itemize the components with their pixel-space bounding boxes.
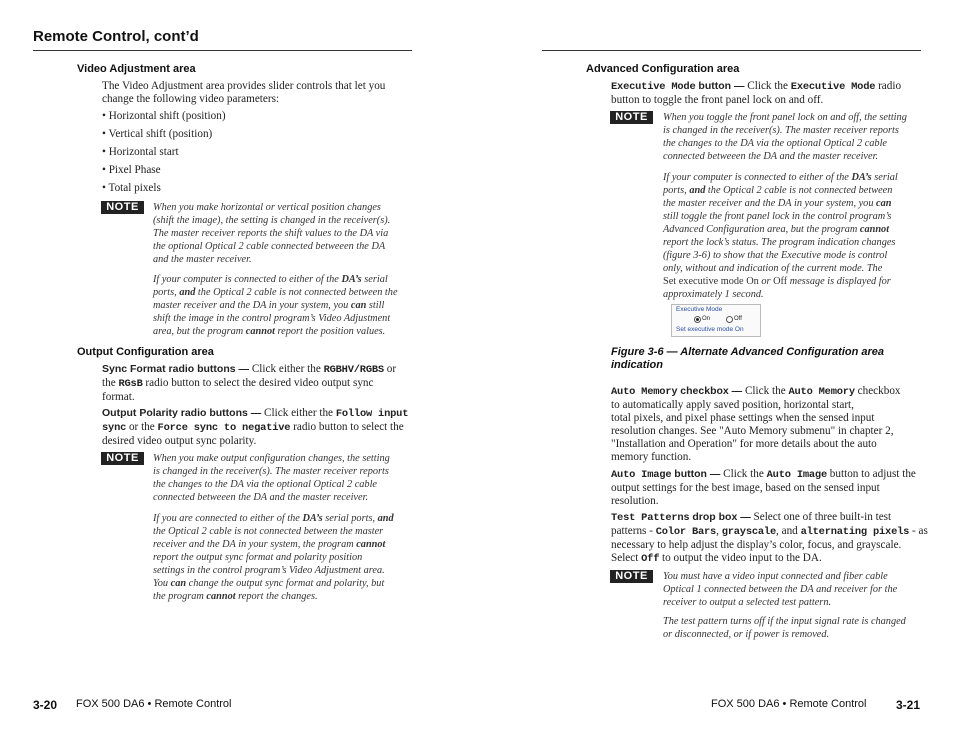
note-line: connected betweeen the DA and the master receiver. bbox=[663, 151, 879, 162]
bullet-item: • Horizontal shift (position) bbox=[102, 110, 226, 122]
note-span: serial ports, bbox=[322, 513, 378, 524]
text-span: radio bbox=[875, 80, 902, 92]
left-page-number: 3-20 bbox=[33, 698, 58, 712]
note-line: report the lock’s status. The program indication changes bbox=[663, 237, 896, 248]
text-span: checkbox bbox=[854, 385, 901, 397]
text-line: resolution changes. See "Auto Memory submenu" in chapter 2, bbox=[611, 425, 894, 437]
text-span: Select one of three built-in test bbox=[750, 511, 892, 523]
note-span: report the position values. bbox=[274, 326, 386, 337]
text-span: button to adjust the bbox=[827, 468, 916, 480]
output-configuration-heading: Output Configuration area bbox=[77, 346, 214, 358]
note-line: shift the image in the control program’s Video Adjustment bbox=[153, 313, 391, 324]
auto-memory-label: checkbox — bbox=[677, 385, 743, 397]
note-line: and the master receiver. bbox=[153, 254, 252, 265]
note-emphasis: and bbox=[689, 185, 706, 196]
left-header-rule bbox=[33, 50, 412, 51]
note-emphasis: cannot bbox=[245, 326, 275, 337]
auto-image-term: Auto Image bbox=[766, 469, 827, 481]
note-line: the optional Optical 2 cable connected betweeen the DA bbox=[153, 241, 386, 252]
sync-format-paragraph bbox=[102, 363, 414, 404]
note-text bbox=[153, 512, 415, 603]
output-polarity-paragraph bbox=[102, 407, 414, 448]
text-line: desired video output sync polarity. bbox=[102, 435, 257, 447]
text-span: , bbox=[716, 525, 722, 537]
note-span: master receiver and the DA in your system, you bbox=[153, 300, 351, 311]
executive-mode-off-radio[interactable] bbox=[726, 316, 733, 323]
note-emphasis: cannot bbox=[356, 539, 386, 550]
note-line: (shift the image), the setting is changed in the receiver(s). bbox=[153, 215, 391, 226]
note-line: (figure 3-6) to show that the Executive mode is control bbox=[663, 250, 888, 261]
intro-line: The Video Adjustment area provides slider controls that let you bbox=[102, 80, 386, 92]
note-text bbox=[153, 273, 415, 338]
note-span: ports, bbox=[153, 287, 180, 298]
note-line: is changed in the receiver(s). The master receiver reports bbox=[153, 466, 389, 477]
note-line: settings in the control program’s Video Adjustment area. bbox=[153, 565, 385, 576]
note-badge: NOTE bbox=[610, 570, 653, 583]
follow-input-option: Follow input bbox=[335, 408, 409, 420]
note-line: Optical 1 connected between the DA and receiver for the bbox=[663, 584, 898, 595]
note-emphasis: and bbox=[179, 287, 196, 298]
text-span: or bbox=[383, 363, 397, 375]
note-line: The master receiver reports the shift values to the DA via bbox=[153, 228, 389, 239]
text-span: Click the bbox=[742, 385, 789, 397]
text-span: Click either the bbox=[249, 363, 324, 375]
bullet-item: • Total pixels bbox=[102, 182, 161, 194]
note-emphasis: DA’s bbox=[851, 172, 872, 183]
text-span: - as bbox=[909, 525, 928, 537]
note-span: ports, bbox=[663, 185, 690, 196]
note-emphasis: can bbox=[170, 578, 187, 589]
right-header-rule bbox=[542, 50, 921, 51]
note-line: only, without and indication of the current mode. The bbox=[663, 263, 883, 274]
output-polarity-label: Output Polarity radio buttons — bbox=[102, 407, 262, 419]
executive-mode-on-label: On bbox=[702, 316, 711, 322]
text-line: memory function. bbox=[611, 451, 692, 463]
figure-caption-line: indication bbox=[611, 359, 663, 371]
video-adjustment-intro bbox=[102, 80, 412, 106]
note-span: If your computer is connected to either of the bbox=[663, 172, 852, 183]
note-span: You bbox=[153, 578, 171, 589]
executive-mode-figure bbox=[671, 304, 761, 337]
note-span: receiver and the DA in your system, the program bbox=[153, 539, 357, 550]
note-line: You must have a video input connected and fiber cable bbox=[663, 571, 888, 582]
intro-line: change the following video parameters: bbox=[102, 93, 280, 105]
text-span: radio button to select the desired video output sync bbox=[142, 377, 374, 389]
note-line: the changes to the DA via the optional Optical 2 cable bbox=[663, 138, 888, 149]
right-page-number: 3-21 bbox=[896, 698, 921, 712]
auto-memory-term: Auto Memory bbox=[788, 386, 855, 398]
note-text bbox=[153, 452, 415, 504]
note-line: When you toggle the front panel lock on and off, the setting bbox=[663, 112, 907, 123]
note-span: the Optical 2 cable is not connected between bbox=[705, 185, 893, 196]
video-adjustment-heading: Video Adjustment area bbox=[77, 63, 196, 75]
text-line: button to toggle the front panel lock on and off. bbox=[611, 94, 824, 106]
note-span: Off bbox=[773, 276, 788, 287]
follow-input-option: sync bbox=[102, 422, 127, 434]
note-line: or disconnected, or if power is removed. bbox=[663, 629, 830, 640]
note-span: the master receiver and the DA in your system, you bbox=[663, 198, 877, 209]
note-line: When you make output configuration changes, the setting bbox=[153, 453, 390, 464]
rgbhv-option: RGBHV/RGBS bbox=[323, 364, 384, 376]
page-title: Remote Control, cont’d bbox=[33, 28, 199, 45]
bullet-item: • Vertical shift (position) bbox=[102, 128, 213, 140]
color-bars-term: Color Bars bbox=[655, 526, 717, 538]
executive-mode-term: Executive Mode bbox=[611, 81, 696, 93]
test-patterns-label: drop box — bbox=[689, 511, 751, 523]
right-footer-text: FOX 500 DA6 • Remote Control bbox=[711, 698, 867, 710]
note-span: still bbox=[366, 300, 385, 311]
note-span: the program bbox=[153, 591, 207, 602]
figure-caption bbox=[611, 346, 931, 372]
text-span: or the bbox=[126, 421, 158, 433]
note-span: or bbox=[758, 276, 774, 287]
executive-mode-figure-title: Executive Mode bbox=[676, 306, 723, 313]
note-span: If you are connected to either of the bbox=[153, 513, 303, 524]
note-badge: NOTE bbox=[101, 452, 144, 465]
text-line: resolution. bbox=[611, 495, 659, 507]
alternating-pixels-term: alternating pixels bbox=[800, 526, 910, 538]
left-footer-text: FOX 500 DA6 • Remote Control bbox=[76, 698, 232, 710]
executive-mode-status: Set executive mode On bbox=[676, 326, 744, 333]
executive-mode-on-radio[interactable] bbox=[694, 316, 701, 323]
note-span: Set executive mode On bbox=[663, 276, 759, 287]
note-line: connected betweeen the DA and the master receiver. bbox=[153, 492, 369, 503]
note-emphasis: cannot bbox=[206, 591, 236, 602]
note-badge: NOTE bbox=[610, 111, 653, 124]
text-span: to output the video input to the DA. bbox=[659, 552, 822, 564]
note-text bbox=[663, 570, 925, 609]
note-emphasis: DA’s bbox=[341, 274, 362, 285]
text-line: total pixels, and pixel phase settings when the sensed input bbox=[611, 412, 875, 424]
text-span: Click the bbox=[720, 468, 767, 480]
note-emphasis: can bbox=[350, 300, 367, 311]
executive-mode-label: button — bbox=[695, 80, 745, 92]
text-line: to automatically apply saved position, horizontal start, bbox=[611, 399, 854, 411]
text-span: Select bbox=[611, 552, 642, 564]
note-line: the changes to the DA via the optional Optical 2 cable bbox=[153, 479, 378, 490]
note-emphasis: can bbox=[876, 198, 892, 209]
note-span: serial bbox=[871, 172, 898, 183]
note-text bbox=[663, 615, 925, 641]
note-line: still toggle the front panel lock in the control program’s bbox=[663, 211, 892, 222]
note-text bbox=[663, 171, 925, 301]
text-span: , and bbox=[776, 525, 801, 537]
text-span: the bbox=[102, 377, 119, 389]
note-span: report the changes. bbox=[235, 591, 318, 602]
note-span: serial bbox=[361, 274, 388, 285]
grayscale-term: grayscale bbox=[721, 526, 777, 538]
test-patterns-paragraph bbox=[611, 511, 931, 566]
note-span: Advanced Configuration area, but the program bbox=[663, 224, 860, 235]
text-line: "Installation and Operation" for more details about the auto bbox=[611, 438, 877, 450]
note-line: receiver to output a selected test pattern. bbox=[663, 597, 832, 608]
note-line: The test pattern turns off if the input signal rate is changed bbox=[663, 616, 906, 627]
note-text bbox=[663, 111, 925, 163]
note-line: the Optical 2 cable is not connected between the master bbox=[153, 526, 384, 537]
figure-caption-line: Figure 3-6 — Alternate Advanced Configuration area bbox=[611, 346, 885, 358]
rgsb-option: RGsB bbox=[118, 378, 143, 390]
auto-image-paragraph bbox=[611, 468, 931, 508]
note-badge: NOTE bbox=[101, 201, 144, 214]
note-line: approximately 1 second. bbox=[663, 289, 764, 300]
executive-mode-paragraph bbox=[611, 80, 923, 107]
force-negative-option: Force sync to negative bbox=[157, 422, 291, 434]
advanced-configuration-heading: Advanced Configuration area bbox=[586, 63, 740, 75]
note-emphasis: and bbox=[377, 513, 394, 524]
note-span: message is displayed for bbox=[787, 276, 891, 287]
auto-memory-paragraph bbox=[611, 385, 931, 464]
note-text bbox=[153, 201, 415, 266]
bullet-item: • Pixel Phase bbox=[102, 164, 161, 176]
text-line: necessary to help adjust the display’s color, focus, and grayscale. bbox=[611, 539, 902, 551]
note-emphasis: cannot bbox=[859, 224, 890, 235]
text-line: output settings for the best image, based on the sensed input bbox=[611, 482, 880, 494]
text-span: Click either the bbox=[261, 407, 336, 419]
text-span: Click the bbox=[744, 80, 791, 92]
note-span: the Optical 2 cable is not connected between the bbox=[195, 287, 398, 298]
auto-image-label: button — bbox=[671, 468, 721, 480]
test-patterns-term: Test Patterns bbox=[611, 512, 690, 524]
note-span: If your computer is connected to either of the bbox=[153, 274, 342, 285]
note-span: area, but the program bbox=[153, 326, 246, 337]
sync-format-label: Sync Format radio buttons — bbox=[102, 363, 250, 375]
text-span: patterns - bbox=[611, 525, 656, 537]
note-line: report the output sync format and polarity position bbox=[153, 552, 363, 563]
note-span: change the output sync format and polarity, but bbox=[186, 578, 385, 589]
text-span: radio button to select the bbox=[290, 421, 404, 433]
text-line: format. bbox=[102, 391, 135, 403]
executive-mode-term: Executive Mode bbox=[790, 81, 876, 93]
auto-image-term: Auto Image bbox=[611, 469, 672, 481]
executive-mode-off-label: Off bbox=[734, 316, 742, 322]
auto-memory-term: Auto Memory bbox=[611, 386, 678, 398]
note-line: When you make horizontal or vertical position changes bbox=[153, 202, 381, 213]
bullet-item: • Horizontal start bbox=[102, 146, 179, 158]
note-line: is changed in the receiver(s). The master receiver reports bbox=[663, 125, 899, 136]
off-term: Off bbox=[641, 553, 660, 565]
note-emphasis: DA’s bbox=[302, 513, 323, 524]
